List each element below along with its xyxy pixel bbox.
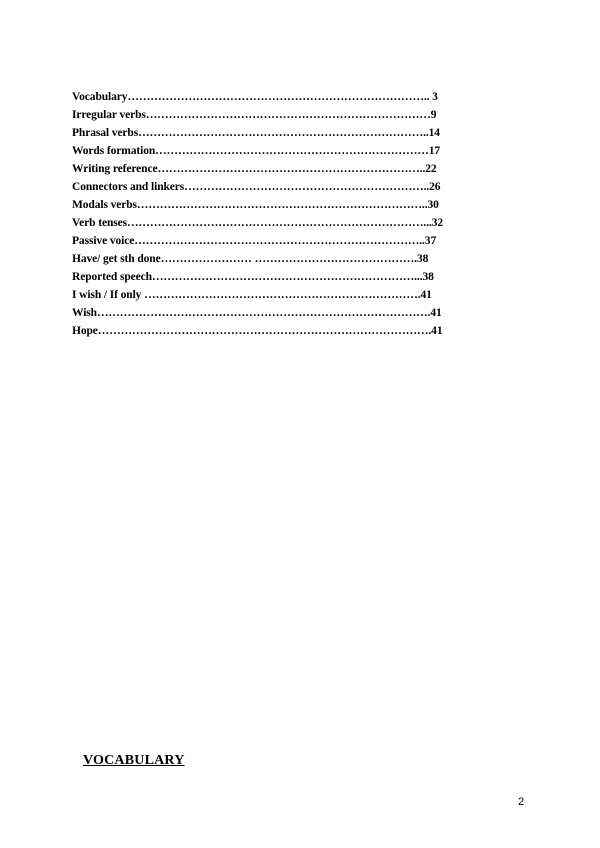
toc-entry-connectors-and-linkers: Connectors and linkers………………………………………………………..26 [72, 181, 441, 193]
toc-entry-writing-reference: Writing reference……………………………………………………………..22 [72, 163, 437, 175]
toc-entry-hope: Hope…………………………………………………………………………….41 [72, 325, 443, 337]
toc-entry-irregular-verbs: Irregular verbs…………………………………………………………………9 [72, 109, 437, 121]
toc-entry-phrasal-verbs: Phrasal verbs…………………………………………………………………..14 [72, 127, 440, 139]
toc-entry-passive-voice: Passive voice…………………………………………………………………..37 [72, 235, 437, 247]
toc-entry-i-wish-if-only: I wish / If only ……………………………………………………………….41 [72, 289, 432, 301]
page-number: 2 [518, 796, 525, 808]
toc-entry-words-formation: Words formation………………………………………………………………17 [72, 145, 441, 157]
toc-entry-modals-verbs: Modals verbs…………………………………………………………………..30 [72, 199, 439, 211]
toc-entry-verb-tenses: Verb tenses……………………………………………………………………...32 [72, 217, 444, 229]
toc-entry-reported-speech: Reported speech……………………………………………………………...38 [72, 271, 434, 283]
toc-entry-wish: Wish…………………………………………………………………………….41 [72, 307, 442, 319]
toc-entry-have-get-sth-done: Have/ get sth done…………………… …………………………………….38 [72, 253, 429, 265]
table-of-contents [72, 88, 492, 340]
toc-entry-vocabulary: Vocabulary…………………………………………………………………….. 3 [72, 91, 438, 103]
section-heading-vocabulary: VOCABULARY [83, 753, 185, 768]
